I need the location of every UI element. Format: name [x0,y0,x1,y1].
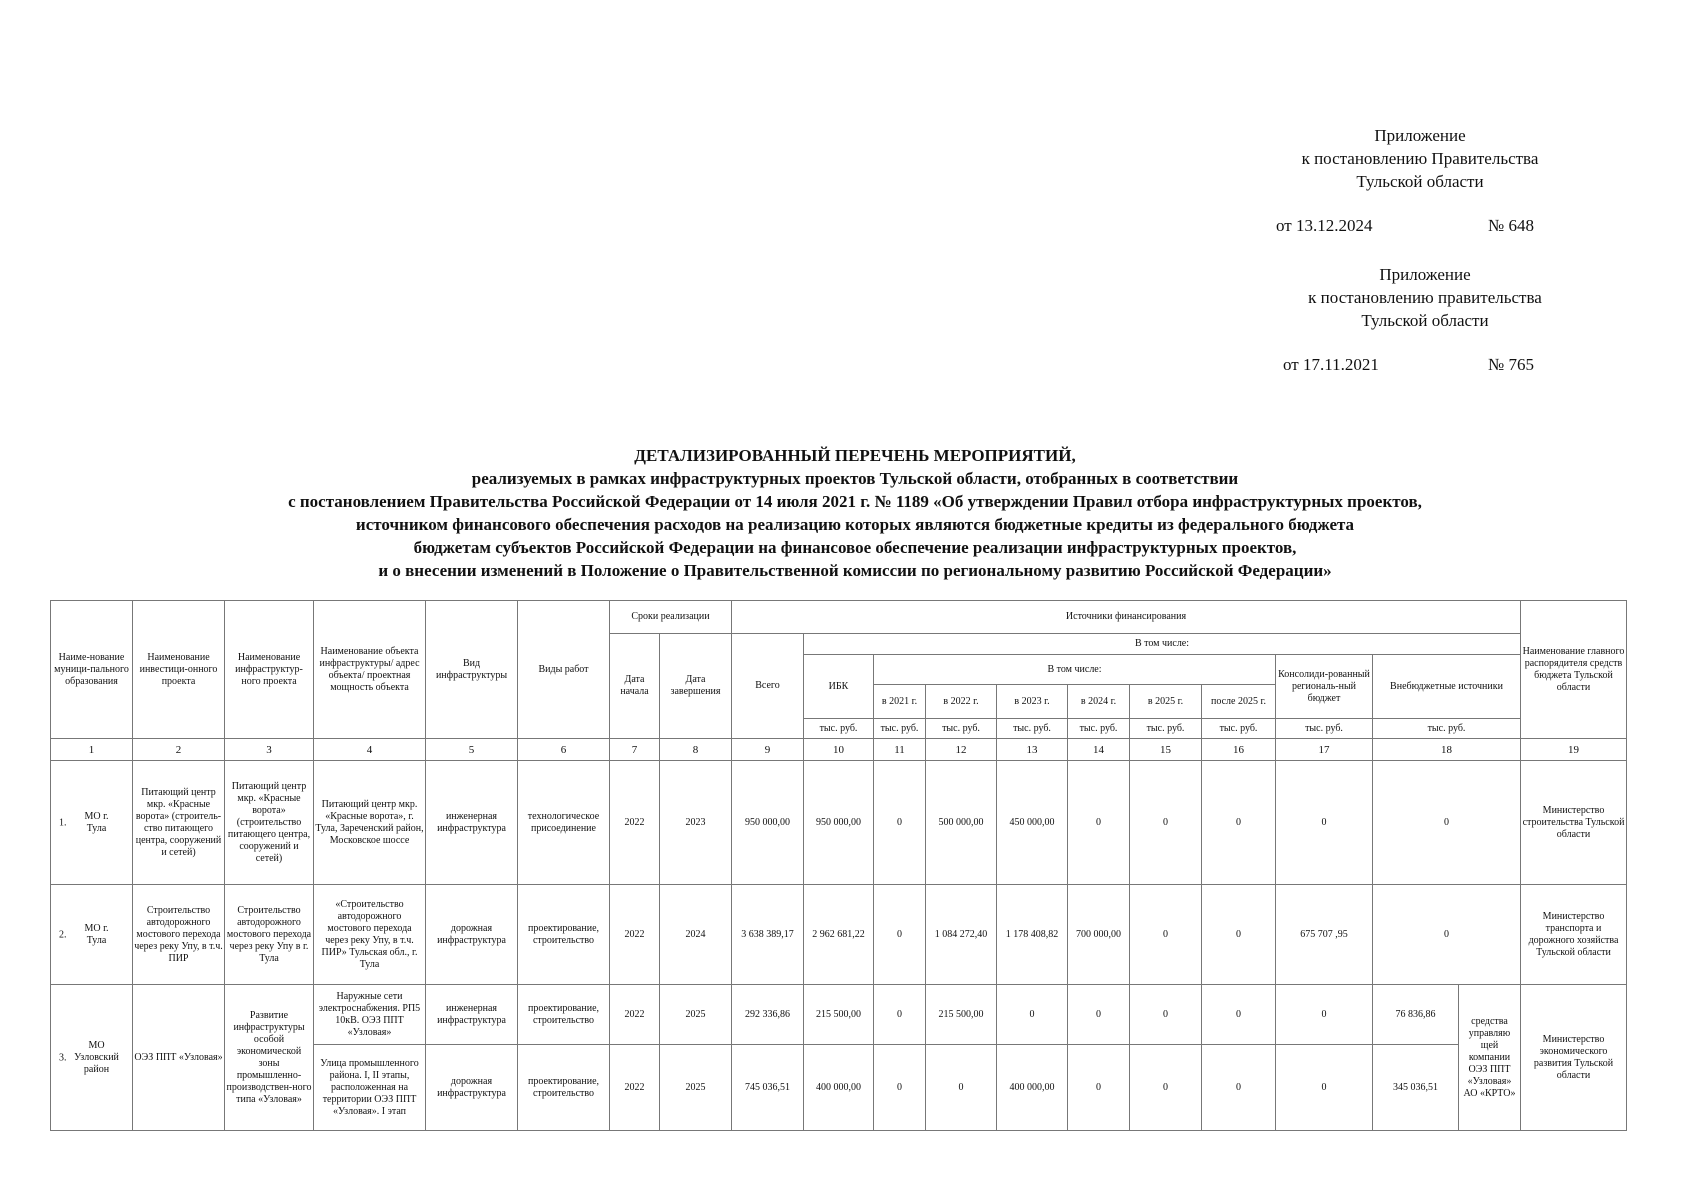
appendix-current [1270,124,1570,193]
cell-extra: 76 836,86 [1373,985,1459,1045]
unit-2025: тыс. руб. [1130,719,1202,739]
title-line: бюджетам субъектов Российской Федерации на финансовое обеспечение реализации инфраструктурных проектов, [413,538,1297,557]
header-including-years: В том числе: [874,655,1276,685]
row-index: 2. [59,928,67,940]
cell-work-type: проектирование, строительство [518,885,610,985]
cell-end: 2023 [660,761,732,885]
title-line: с постановлением Правительства Российской Федерации от 14 июля 2021 г. № 1189 «Об утверждении Правил отбора инфраструктурных проектов, [288,492,1422,511]
cell-consolidated: 675 707 ,95 [1276,885,1373,985]
header-terms: Сроки реализации [610,601,732,634]
cell-end: 2024 [660,885,732,985]
appendix-current-date: от 13.12.2024 [1276,216,1373,235]
cell-total: 950 000,00 [732,761,804,885]
cell-extra-source: средства управляю щей компании ОЭЗ ППТ «Узловая» АО «КРТО» [1459,985,1521,1131]
col-number: 18 [1373,739,1521,761]
cell-after: 0 [1202,885,1276,985]
header-infra-project: Наименование инфраструктур-ного проекта [225,601,314,739]
col-number: 12 [926,739,997,761]
col-number: 8 [660,739,732,761]
header-date-start: Дата начала [610,634,660,739]
cell-object: Питающий центр мкр. «Красные ворота», г. Тула, Зареченский район, Московское шоссе [314,761,426,885]
cell-2023: 450 000,00 [997,761,1068,885]
header-manager: Наименование главного распорядителя средств бюджета Тульской области [1521,601,1627,739]
cell-start: 2022 [610,1045,660,1131]
header-work-type: Виды работ [518,601,610,739]
header-after-2025: после 2025 г. [1202,685,1276,719]
cell-invest-project: Строительство автодорожного мостового перехода через реку Упу, в т.ч. ПИР [133,885,225,985]
cell-start: 2022 [610,885,660,985]
header-extrabudget: Внебюджетные источники [1373,655,1521,719]
cell-extra: 345 036,51 [1373,1045,1459,1131]
appendix-previous-number: № 765 [1488,355,1534,374]
col-number: 1 [51,739,133,761]
unit-extra: тыс. руб. [1373,719,1521,739]
cell-ibk: 2 962 681,22 [804,885,874,985]
header-2021: в 2021 г. [874,685,926,719]
header-funding: Источники финансирования [732,601,1521,634]
appendix-current-number: № 648 [1488,216,1534,235]
col-number: 13 [997,739,1068,761]
cell-2022: 215 500,00 [926,985,997,1045]
unit-ibk: тыс. руб. [804,719,874,739]
cell-infra-type: дорожная инфраструктура [426,1045,518,1131]
header-infra-type: Вид инфраструктуры [426,601,518,739]
unit-2023: тыс. руб. [997,719,1068,739]
cell-2021: 0 [874,761,926,885]
cell-consolidated: 0 [1276,761,1373,885]
cell-after: 0 [1202,985,1276,1045]
col-number: 3 [225,739,314,761]
header-including: В том числе: [804,634,1521,655]
col-number: 4 [314,739,426,761]
col-number: 14 [1068,739,1130,761]
cell-total: 292 336,86 [732,985,804,1045]
header-2024: в 2024 г. [1068,685,1130,719]
unit-after: тыс. руб. [1202,719,1276,739]
cell-2025: 0 [1130,1045,1202,1131]
header-date-end: Дата завершения [660,634,732,739]
cell-manager: Министерство экономического развития Тульской области [1521,985,1627,1131]
header-mo: Наиме-нование муници-пального образования [51,601,133,739]
unit-2022: тыс. руб. [926,719,997,739]
table-row [51,885,1627,985]
cell-ibk: 215 500,00 [804,985,874,1045]
col-number: 2 [133,739,225,761]
cell-2021: 0 [874,885,926,985]
cell-mo [51,985,133,1131]
cell-2024: 0 [1068,761,1130,885]
col-number: 7 [610,739,660,761]
appendix-previous [1270,263,1580,332]
cell-2025: 0 [1130,761,1202,885]
cell-2022: 500 000,00 [926,761,997,885]
cell-2022: 0 [926,1045,997,1131]
cell-manager: Министерство транспорта и дорожного хозяйства Тульской области [1521,885,1627,985]
col-number: 11 [874,739,926,761]
cell-total: 3 638 389,17 [732,885,804,985]
mo-name: МО г. Тула [84,922,109,946]
cell-infra-project: Строительство автодорожного мостового перехода через реку Упу в г. Тула [225,885,314,985]
header-consolidated: Консолиди-рованный региональ-ный бюджет [1276,655,1373,719]
cell-2021: 0 [874,1045,926,1131]
cell-infra-type: инженерная инфраструктура [426,985,518,1045]
cell-consolidated: 0 [1276,1045,1373,1131]
cell-2024: 700 000,00 [1068,885,1130,985]
cell-work-type: технологическое присоединение [518,761,610,885]
cell-infra-type: дорожная инфраструктура [426,885,518,985]
mo-name: МО Узловский район [74,1039,119,1075]
appendix-previous-line: к постановлению правительства [1308,288,1542,307]
row-index: 3. [59,1051,67,1063]
cell-ibk: 400 000,00 [804,1045,874,1131]
header-2025: в 2025 г. [1130,685,1202,719]
header-ibk: ИБК [804,655,874,719]
cell-infra-project: Питающий центр мкр. «Красные ворота» (строительство питающего центра, сооружений и сетей) [225,761,314,885]
cell-object: Наружные сети электроснабжения. РП5 10кВ. ОЭЗ ППТ «Узловая» [314,985,426,1045]
col-number: 17 [1276,739,1373,761]
cell-invest-project: Питающий центр мкр. «Красные ворота» (строитель-ство питающего центра, сооружений и сетей) [133,761,225,885]
cell-end: 2025 [660,985,732,1045]
col-number: 19 [1521,739,1627,761]
cell-2025: 0 [1130,985,1202,1045]
cell-ibk: 950 000,00 [804,761,874,885]
document-title [60,444,1650,582]
col-number: 16 [1202,739,1276,761]
table-row [51,761,1627,885]
title-line: ДЕТАЛИЗИРОВАННЫЙ ПЕРЕЧЕНЬ МЕРОПРИЯТИЙ, [634,446,1076,465]
cell-object: Улица промышленного района. I, II этапы, расположенная на территории ОЭЗ ППТ «Узловая». I этап [314,1045,426,1131]
cell-mo [51,885,133,985]
cell-2021: 0 [874,985,926,1045]
title-line: реализуемых в рамках инфраструктурных проектов Тульской области, отобранных в соответствии [471,469,1239,488]
cell-2024: 0 [1068,985,1130,1045]
mo-name: МО г. Тула [84,810,109,834]
appendix-current-line: к постановлению Правительства [1301,149,1539,168]
cell-start: 2022 [610,985,660,1045]
col-number: 6 [518,739,610,761]
cell-start: 2022 [610,761,660,885]
cell-after: 0 [1202,761,1276,885]
cell-2022: 1 084 272,40 [926,885,997,985]
col-number: 5 [426,739,518,761]
cell-2025: 0 [1130,885,1202,985]
header-total: Всего [732,634,804,739]
col-number: 15 [1130,739,1202,761]
cell-after: 0 [1202,1045,1276,1131]
header-2022: в 2022 г. [926,685,997,719]
appendix-previous-date: от 17.11.2021 [1283,355,1379,374]
unit-2021: тыс. руб. [874,719,926,739]
cell-object: «Строительство автодорожного мостового перехода через реку Упу, в т.ч. ПИР» Тульская обл., г. Тула [314,885,426,985]
appendix-previous-line: Приложение [1379,265,1471,284]
cell-infra-project: Развитие инфраструктуры особой экономической зоны промышленно-производствен-ного типа «Узловая» [225,985,314,1131]
table-row [51,985,1627,1045]
cell-end: 2025 [660,1045,732,1131]
cell-mo [51,761,133,885]
row-index: 1. [59,816,67,828]
appendix-previous-line: Тульской области [1361,311,1489,330]
title-line: источником финансового обеспечения расходов на реализацию которых являются бюджетные кредиты из федерального бюджета [355,515,1355,534]
cell-2023: 400 000,00 [997,1045,1068,1131]
title-line: и о внесении изменений в Положение о Правительственной комиссии по региональному развитию Российской Федерации» [378,561,1332,580]
header-2023: в 2023 г. [997,685,1068,719]
header-object: Наименование объекта инфраструктуры/ адрес объекта/ проектная мощность объекта [314,601,426,739]
cell-2024: 0 [1068,1045,1130,1131]
col-number: 10 [804,739,874,761]
cell-consolidated: 0 [1276,985,1373,1045]
unit-consolidated: тыс. руб. [1276,719,1373,739]
col-number: 9 [732,739,804,761]
cell-infra-type: инженерная инфраструктура [426,761,518,885]
cell-manager: Министерство строительства Тульской области [1521,761,1627,885]
cell-work-type: проектирование, строительство [518,1045,610,1131]
header-invest-project: Наименование инвестици-онного проекта [133,601,225,739]
cell-extra: 0 [1373,885,1521,985]
cell-invest-project: ОЭЗ ППТ «Узловая» [133,985,225,1131]
cell-total: 745 036,51 [732,1045,804,1131]
appendix-current-line: Тульской области [1356,172,1484,191]
cell-work-type: проектирование, строительство [518,985,610,1045]
unit-2024: тыс. руб. [1068,719,1130,739]
appendix-current-line: Приложение [1374,126,1466,145]
cell-2023: 0 [997,985,1068,1045]
cell-2023: 1 178 408,82 [997,885,1068,985]
measures-table [50,600,1627,1131]
cell-extra: 0 [1373,761,1521,885]
